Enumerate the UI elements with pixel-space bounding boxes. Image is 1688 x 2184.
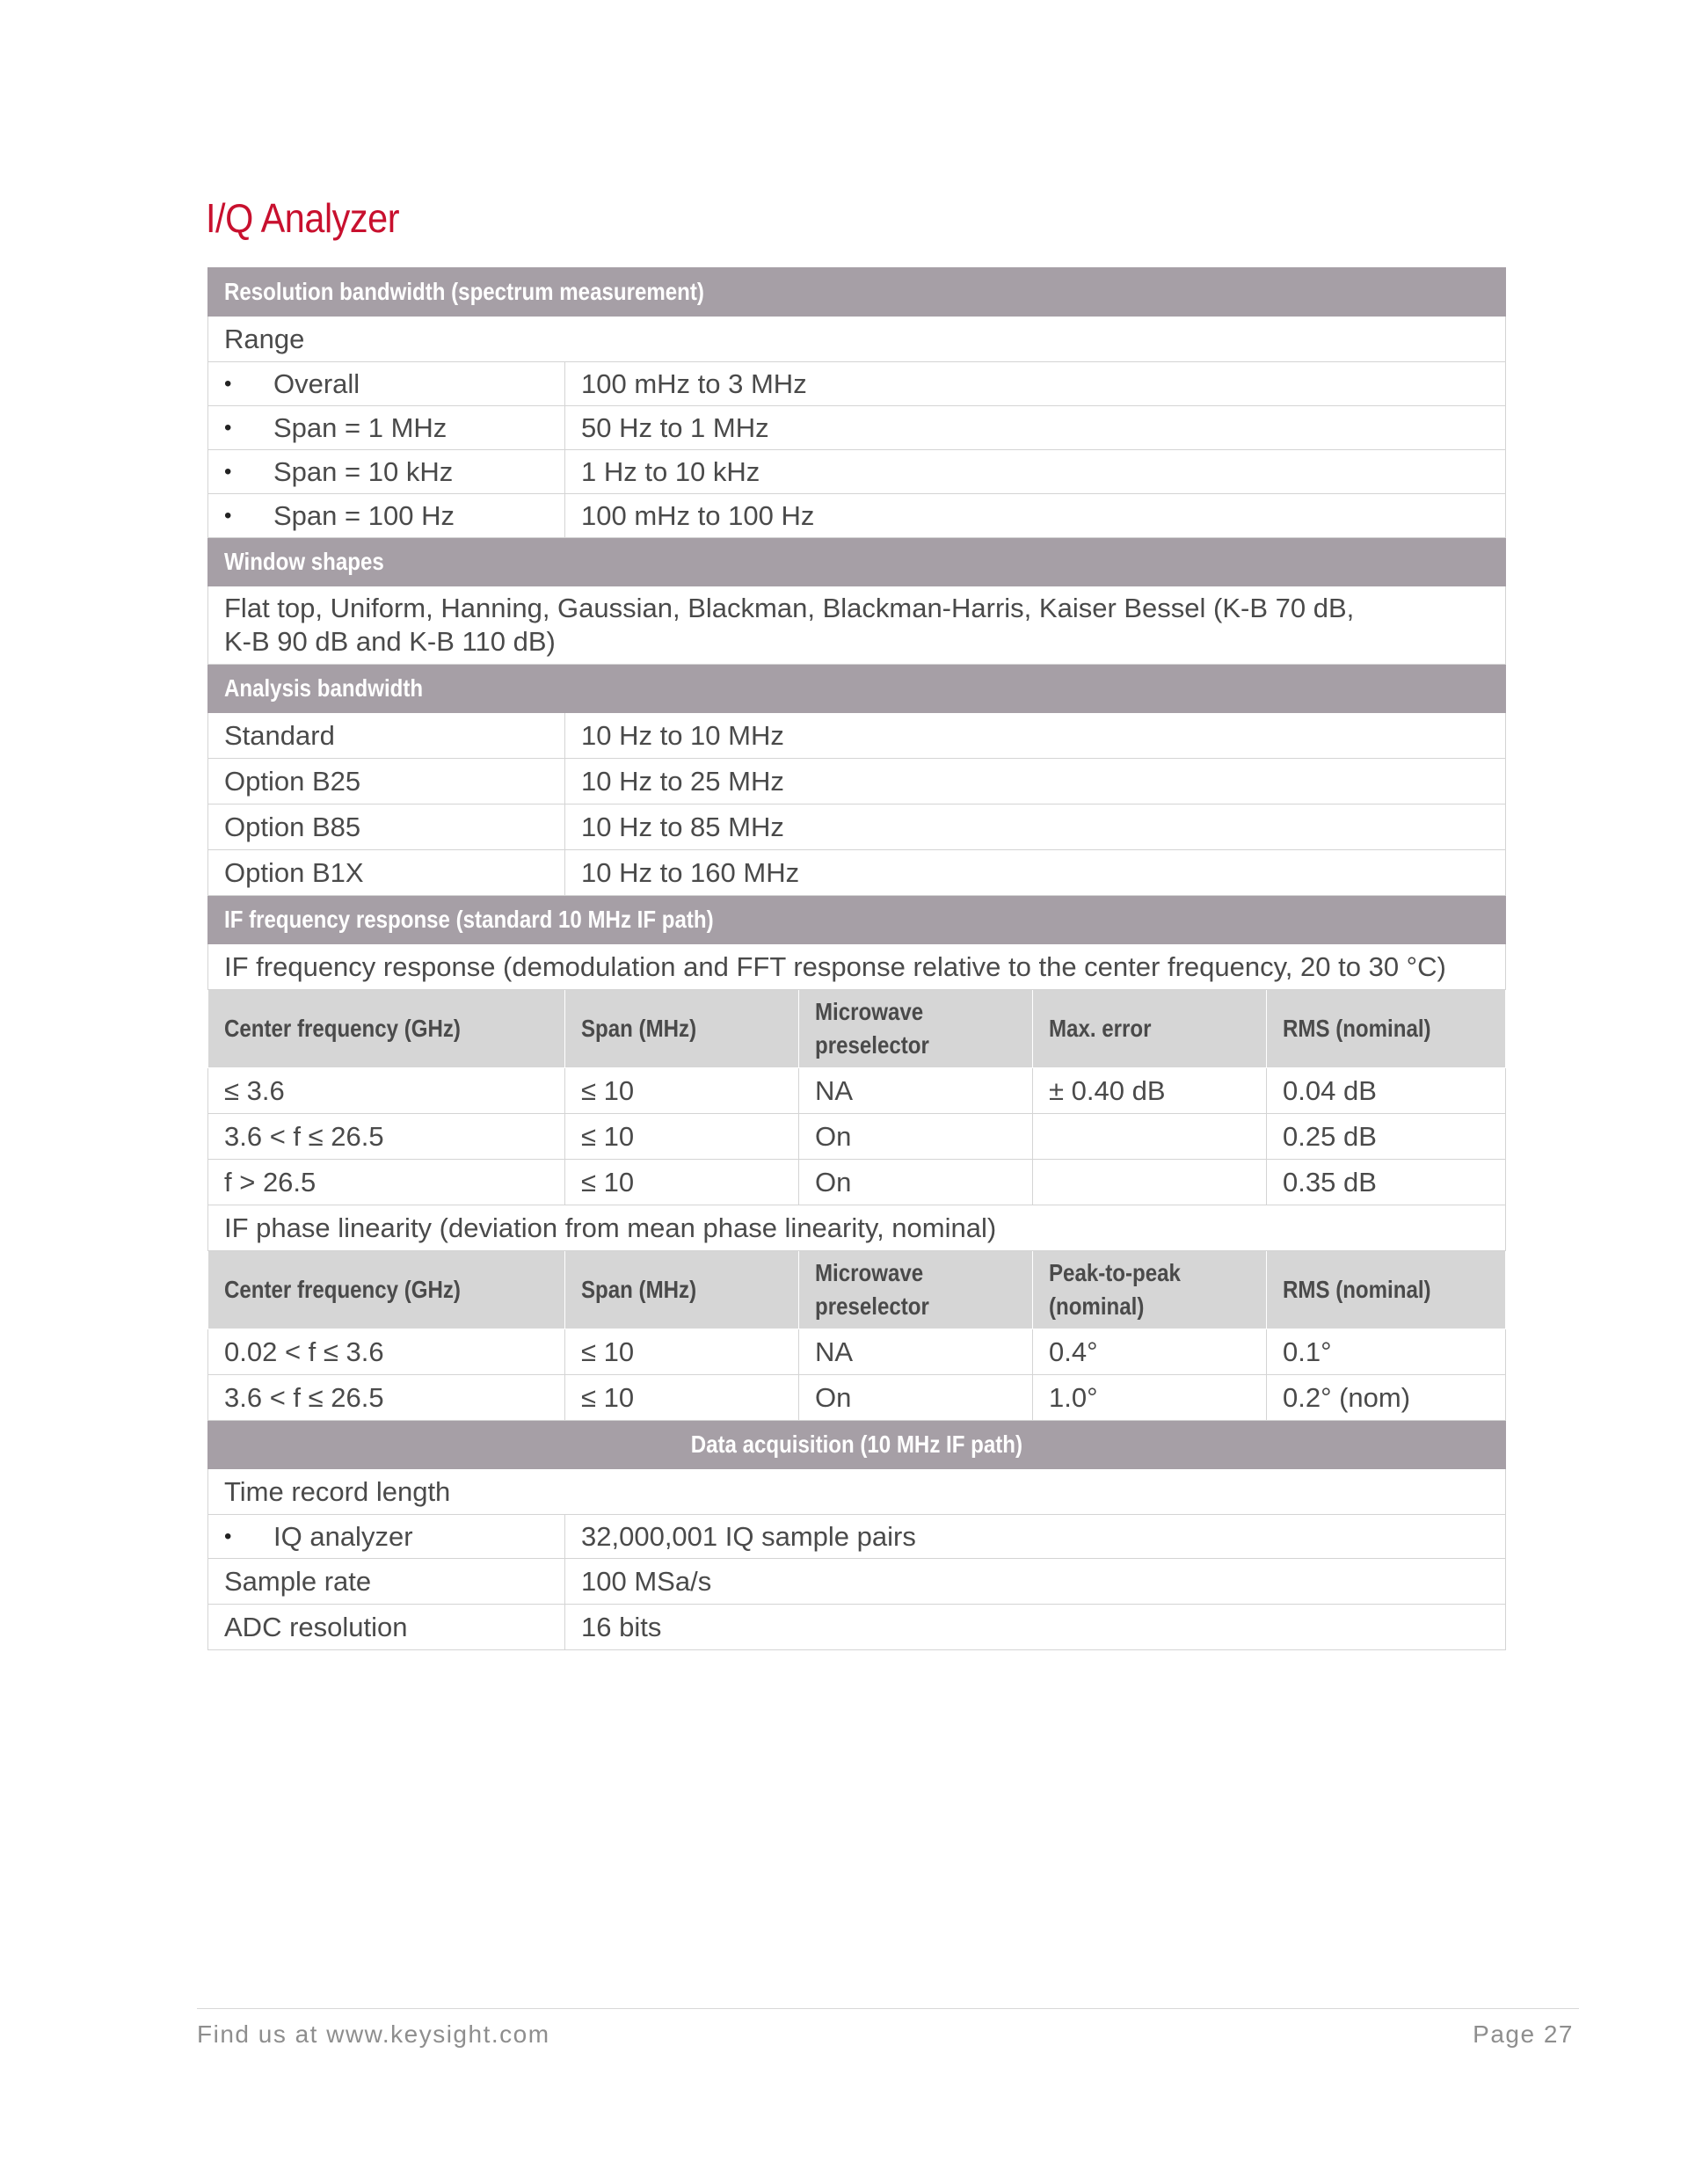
table-cell: ≤ 10 xyxy=(565,1329,799,1375)
window-shapes-line-2: K-B 90 dB and K-B 110 dB) xyxy=(224,626,556,657)
row-value: 10 Hz to 85 MHz xyxy=(565,804,1506,850)
table-cell: 0.04 dB xyxy=(1267,1068,1506,1114)
section-header-window xyxy=(208,538,1506,586)
table-row xyxy=(208,450,1506,494)
table-cell: ≤ 10 xyxy=(565,1114,799,1160)
row-value: 50 Hz to 1 MHz xyxy=(565,406,1506,450)
table-row xyxy=(208,1068,1506,1114)
section-title: Window shapes xyxy=(224,548,384,575)
phase-linearity-description: IF phase linearity (deviation from mean phase linearity, nominal) xyxy=(208,1205,1506,1251)
column-header: Span (MHz) xyxy=(565,1251,799,1329)
table-cell: On xyxy=(799,1160,1033,1205)
bullet-icon: • xyxy=(224,1524,232,1548)
footer-page-number: Page 27 xyxy=(1473,2020,1574,2048)
table-cell xyxy=(1033,1160,1267,1205)
table-cell: NA xyxy=(799,1068,1033,1114)
table-cell: 0.1° xyxy=(1267,1329,1506,1375)
row-label: Option B85 xyxy=(208,804,565,850)
time-record-label: Time record length xyxy=(208,1469,1506,1515)
row-value: 1 Hz to 10 kHz xyxy=(565,450,1506,494)
column-header: Span (MHz) xyxy=(565,990,799,1068)
column-header: RMS (nominal) xyxy=(1267,1251,1506,1329)
row-label: Option B25 xyxy=(208,759,565,804)
column-header: Microwave preselector xyxy=(799,1251,1033,1329)
table-cell: 3.6 < f ≤ 26.5 xyxy=(208,1114,565,1160)
bullet-icon: • xyxy=(224,503,232,528)
table-cell: On xyxy=(799,1375,1033,1421)
row-label: Option B1X xyxy=(208,850,565,896)
footer-divider xyxy=(197,2008,1579,2009)
section-header-data-acquisition xyxy=(208,1421,1506,1469)
bullet-icon: • xyxy=(224,371,232,396)
table-cell: 3.6 < f ≤ 26.5 xyxy=(208,1375,565,1421)
table-row xyxy=(208,944,1506,990)
row-value: 100 mHz to 3 MHz xyxy=(565,362,1506,406)
table-row xyxy=(208,759,1506,804)
table-cell: ≤ 10 xyxy=(565,1068,799,1114)
window-shapes-line-1: Flat top, Uniform, Hanning, Gaussian, Blackman, Blackman-Harris, Kaiser Bessel (K-B 70 dB, xyxy=(224,593,1355,623)
table-cell: ≤ 10 xyxy=(565,1375,799,1421)
table-cell: ≤ 3.6 xyxy=(208,1068,565,1114)
row-label: ADC resolution xyxy=(208,1605,565,1650)
table-row xyxy=(208,317,1506,362)
row-value: 100 mHz to 100 Hz xyxy=(565,494,1506,538)
table-row xyxy=(208,494,1506,538)
footer-website: Find us at www.keysight.com xyxy=(197,2020,550,2048)
row-value: 10 Hz to 160 MHz xyxy=(565,850,1506,896)
row-label: • Span = 10 kHz xyxy=(208,450,565,494)
row-value: 10 Hz to 25 MHz xyxy=(565,759,1506,804)
table-row xyxy=(208,1160,1506,1205)
bullet-icon: • xyxy=(224,459,232,484)
table-cell: 0.35 dB xyxy=(1267,1160,1506,1205)
table-cell: On xyxy=(799,1114,1033,1160)
table-cell: f > 26.5 xyxy=(208,1160,565,1205)
table-row xyxy=(208,850,1506,896)
table-row xyxy=(208,586,1506,665)
table-cell: 1.0° xyxy=(1033,1375,1267,1421)
range-label: Range xyxy=(208,317,1506,362)
row-label: • Span = 1 MHz xyxy=(208,406,565,450)
table-row xyxy=(208,1605,1506,1650)
column-header: Microwave preselector xyxy=(799,990,1033,1068)
table-cell: 0.25 dB xyxy=(1267,1114,1506,1160)
table-cell: 0.02 < f ≤ 3.6 xyxy=(208,1329,565,1375)
row-label: Sample rate xyxy=(208,1559,565,1605)
if-response-description: IF frequency response (demodulation and FFT response relative to the center frequency, 20 to 30 °C) xyxy=(208,944,1506,990)
table-row xyxy=(208,713,1506,759)
column-header: Center frequency (GHz) xyxy=(208,990,565,1068)
table-cell: 0.2° (nom) xyxy=(1267,1375,1506,1421)
section-title: Analysis bandwidth xyxy=(224,674,424,702)
table-cell: ≤ 10 xyxy=(565,1160,799,1205)
table-cell: 0.4° xyxy=(1033,1329,1267,1375)
table-row xyxy=(208,406,1506,450)
section-title: Resolution bandwidth (spectrum measurement) xyxy=(224,278,704,305)
table-row xyxy=(208,1329,1506,1375)
section-header-rbw xyxy=(208,268,1506,317)
row-label: • Overall xyxy=(208,362,565,406)
spec-table xyxy=(207,267,1506,1650)
column-header-row xyxy=(208,1251,1506,1329)
section-title: IF frequency response (standard 10 MHz IF path) xyxy=(224,906,714,933)
table-row xyxy=(208,1559,1506,1605)
table-row xyxy=(208,362,1506,406)
table-cell: NA xyxy=(799,1329,1033,1375)
column-header: RMS (nominal) xyxy=(1267,990,1506,1068)
section-header-analysis-bw xyxy=(208,665,1506,713)
column-header: Center frequency (GHz) xyxy=(208,1251,565,1329)
window-shapes-text xyxy=(208,586,1506,665)
column-header: Max. error xyxy=(1033,990,1267,1068)
bullet-icon: • xyxy=(224,415,232,440)
section-header-if-response xyxy=(208,896,1506,944)
row-value: 100 MSa/s xyxy=(565,1559,1506,1605)
page-title: I/Q Analyzer xyxy=(206,195,400,241)
row-label: Standard xyxy=(208,713,565,759)
section-title: Data acquisition (10 MHz IF path) xyxy=(690,1431,1023,1458)
table-row xyxy=(208,1205,1506,1251)
table-row xyxy=(208,1469,1506,1515)
table-row xyxy=(208,1515,1506,1559)
table-row xyxy=(208,804,1506,850)
column-header: Peak-to-peak (nominal) xyxy=(1033,1251,1267,1329)
table-cell: ± 0.40 dB xyxy=(1033,1068,1267,1114)
row-value: 10 Hz to 10 MHz xyxy=(565,713,1506,759)
table-row xyxy=(208,1375,1506,1421)
column-header-row xyxy=(208,990,1506,1068)
row-label: • Span = 100 Hz xyxy=(208,494,565,538)
table-row xyxy=(208,1114,1506,1160)
row-value: 32,000,001 IQ sample pairs xyxy=(565,1515,1506,1559)
row-value: 16 bits xyxy=(565,1605,1506,1650)
row-label: • IQ analyzer xyxy=(208,1515,565,1559)
table-cell xyxy=(1033,1114,1267,1160)
